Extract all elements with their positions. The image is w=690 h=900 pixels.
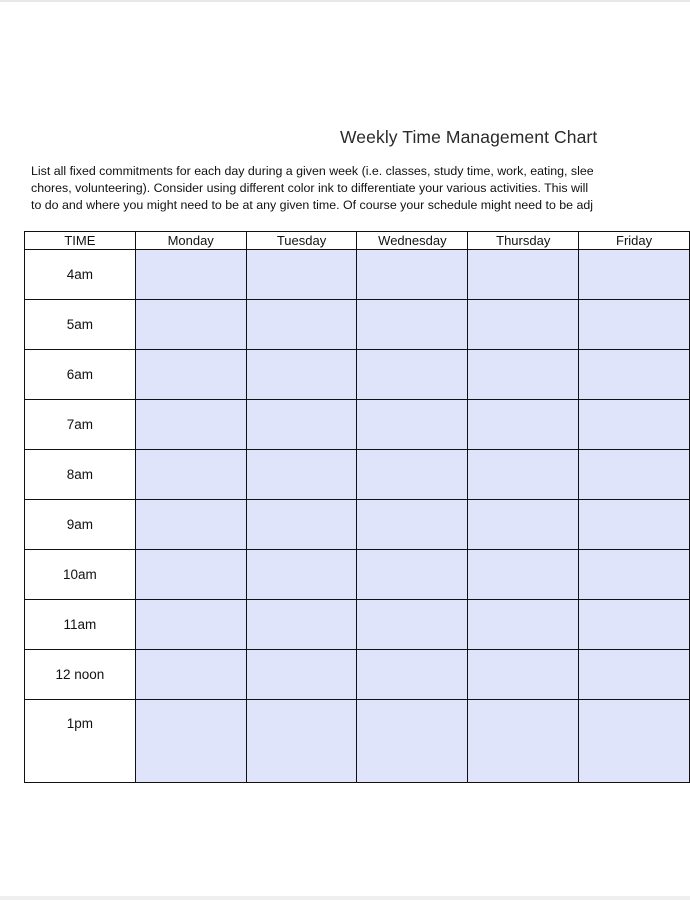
schedule-cell[interactable] xyxy=(246,650,357,700)
time-label: 7am xyxy=(25,400,136,450)
schedule-cell[interactable] xyxy=(579,600,690,650)
schedule-cell[interactable] xyxy=(135,400,246,450)
time-label: 6am xyxy=(25,350,136,400)
schedule-cell[interactable] xyxy=(579,500,690,550)
schedule-cell[interactable] xyxy=(357,250,468,300)
bottom-border xyxy=(0,896,690,900)
schedule-cell[interactable] xyxy=(468,600,579,650)
time-label: 8am xyxy=(25,450,136,500)
schedule-cell[interactable] xyxy=(135,550,246,600)
header-row xyxy=(25,232,690,250)
schedule-cell[interactable] xyxy=(468,550,579,600)
schedule-cell[interactable] xyxy=(468,250,579,300)
schedule-cell[interactable] xyxy=(579,400,690,450)
time-label: 12 noon xyxy=(25,650,136,700)
schedule-cell[interactable] xyxy=(135,300,246,350)
schedule-cell[interactable] xyxy=(357,700,468,783)
schedule-cell[interactable] xyxy=(357,550,468,600)
time-label: 10am xyxy=(25,550,136,600)
time-label: 9am xyxy=(25,500,136,550)
schedule-cell[interactable] xyxy=(246,450,357,500)
schedule-cell[interactable] xyxy=(135,350,246,400)
schedule-cell[interactable] xyxy=(246,350,357,400)
column-header-monday: Monday xyxy=(135,232,246,250)
schedule-cell[interactable] xyxy=(468,350,579,400)
weekly-schedule-table xyxy=(24,231,690,783)
schedule-cell[interactable] xyxy=(135,450,246,500)
schedule-cell[interactable] xyxy=(357,450,468,500)
column-header-wednesday: Wednesday xyxy=(357,232,468,250)
schedule-cell[interactable] xyxy=(246,300,357,350)
instructions-line: to do and where you might need to be at any given time. Of course your schedule might need to be adj xyxy=(31,198,594,212)
schedule-cell[interactable] xyxy=(357,400,468,450)
column-header-time: TIME xyxy=(25,232,136,250)
column-header-thursday: Thursday xyxy=(468,232,579,250)
schedule-cell[interactable] xyxy=(579,250,690,300)
table-row xyxy=(25,650,690,700)
instructions-paragraph xyxy=(31,163,690,214)
schedule-cell[interactable] xyxy=(135,500,246,550)
document-title: Weekly Time Management Chart xyxy=(340,127,598,147)
schedule-cell[interactable] xyxy=(357,600,468,650)
table-row xyxy=(25,700,690,783)
schedule-cell[interactable] xyxy=(579,350,690,400)
schedule-cell[interactable] xyxy=(246,700,357,783)
schedule-cell[interactable] xyxy=(468,700,579,783)
table-row xyxy=(25,600,690,650)
time-label: 11am xyxy=(25,600,136,650)
schedule-cell[interactable] xyxy=(357,350,468,400)
schedule-cell[interactable] xyxy=(246,550,357,600)
schedule-cell[interactable] xyxy=(357,300,468,350)
schedule-cell[interactable] xyxy=(246,400,357,450)
schedule-cell[interactable] xyxy=(135,250,246,300)
instructions-line: chores, volunteering). Consider using different color ink to differentiate your various activities. This will xyxy=(31,181,589,195)
schedule-cell[interactable] xyxy=(468,500,579,550)
top-border xyxy=(0,0,690,2)
schedule-cell[interactable] xyxy=(468,650,579,700)
schedule-cell[interactable] xyxy=(579,650,690,700)
table-row xyxy=(25,400,690,450)
table-row xyxy=(25,550,690,600)
time-label: 4am xyxy=(25,250,136,300)
schedule-cell[interactable] xyxy=(579,700,690,783)
schedule-cell[interactable] xyxy=(579,450,690,500)
schedule-cell[interactable] xyxy=(468,450,579,500)
table-row xyxy=(25,500,690,550)
schedule-cell[interactable] xyxy=(135,650,246,700)
schedule-cell[interactable] xyxy=(357,500,468,550)
schedule-cell[interactable] xyxy=(468,400,579,450)
schedule-cell[interactable] xyxy=(246,500,357,550)
schedule-cell[interactable] xyxy=(579,300,690,350)
table-row xyxy=(25,250,690,300)
column-header-tuesday: Tuesday xyxy=(246,232,357,250)
time-label: 5am xyxy=(25,300,136,350)
table-row xyxy=(25,350,690,400)
instructions-line: List all fixed commitments for each day during a given week (i.e. classes, study time, work, eating, slee xyxy=(31,164,594,178)
table-row xyxy=(25,300,690,350)
schedule-cell[interactable] xyxy=(246,250,357,300)
schedule-cell[interactable] xyxy=(135,700,246,783)
schedule-cell[interactable] xyxy=(579,550,690,600)
time-label: 1pm xyxy=(25,700,136,783)
schedule-cell[interactable] xyxy=(468,300,579,350)
schedule-cell[interactable] xyxy=(246,600,357,650)
schedule-cell[interactable] xyxy=(135,600,246,650)
column-header-friday: Friday xyxy=(579,232,690,250)
table-row xyxy=(25,450,690,500)
schedule-cell[interactable] xyxy=(357,650,468,700)
